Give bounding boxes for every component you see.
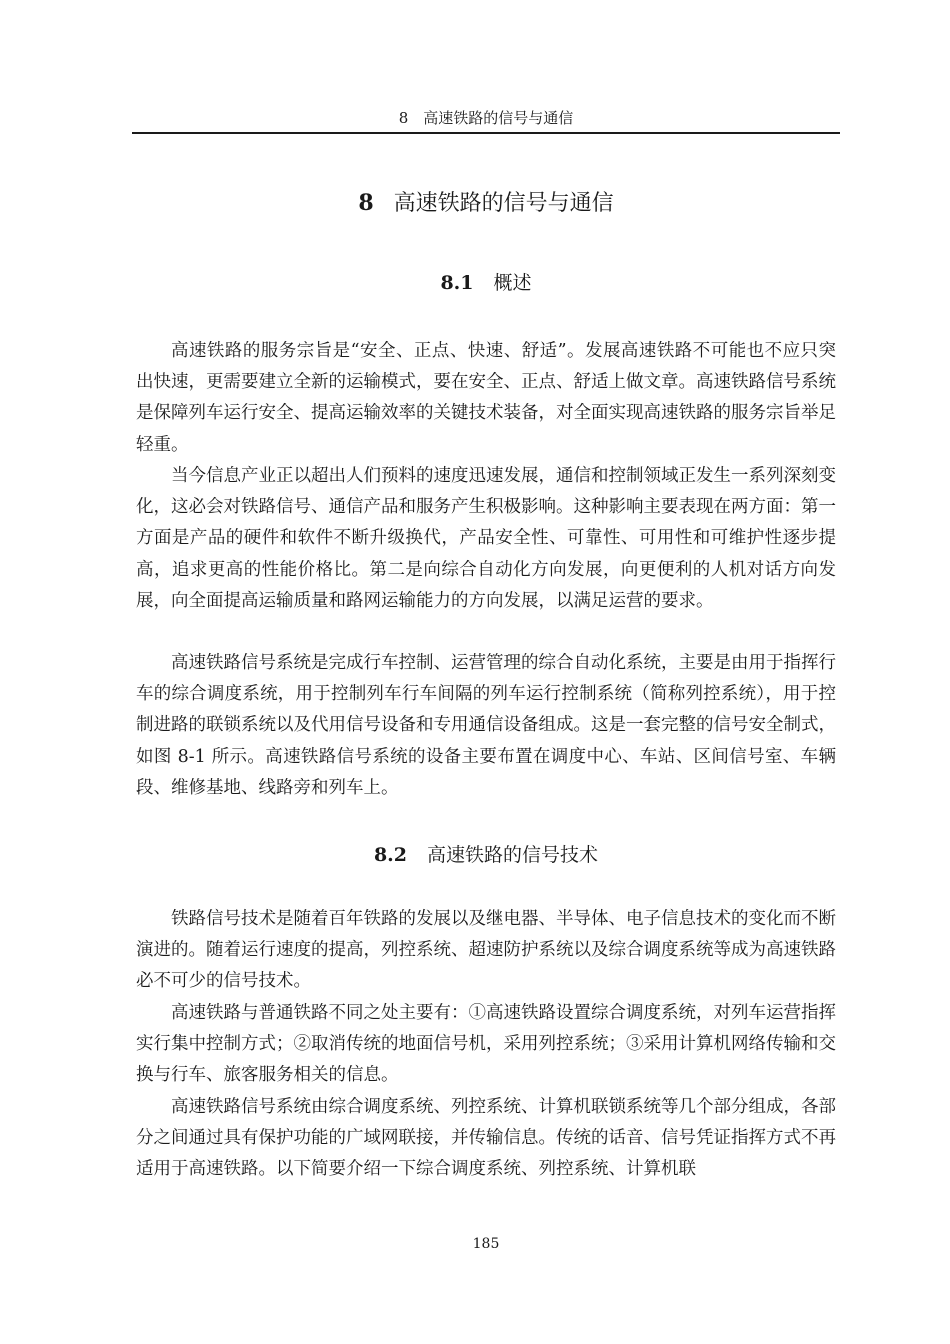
paragraph: 高速铁路与普通铁路不同之处主要有：①高速铁路设置综合调度系统，对列车运营指挥实行集中控制方式；②取消传统的地面信号机，采用列控系统；③采用计算机网络传输和交换与行车、旅客服务相关的信息。 bbox=[136, 1003, 836, 1086]
section-title-text: 概述 bbox=[493, 272, 532, 294]
section-number: 8.2 bbox=[373, 844, 408, 866]
paragraph: 高速铁路的服务宗旨是“安全、正点、快速、舒适”。发展高速铁路不可能也不应只突出快速，更需要建立全新的运输模式，要在安全、正点、舒适上做文章。高速铁路信号系统是保障列车运行安全、提高运输效率的关键技术装备，对全面实现高速铁路的服务宗旨举足轻重。 bbox=[136, 341, 836, 455]
chapter-number: 8 bbox=[358, 190, 374, 216]
paragraph: 高速铁路信号系统由综合调度系统、列控系统、计算机联锁系统等几个部分组成，各部分之间通过具有保护功能的广域网联接，并传输信息。传统的话音、信号凭证指挥方式不再适用于高速铁路。以下简要介绍一下综合调度系统、列控系统、计算机联 bbox=[136, 1097, 836, 1180]
running-header: 8 高速铁路的信号与通信 bbox=[398, 109, 574, 127]
section-title-8-2 bbox=[132, 840, 840, 870]
section-number: 8.1 bbox=[440, 272, 474, 294]
chapter-title-text: 高速铁路的信号与通信 bbox=[393, 191, 614, 216]
header-rule bbox=[132, 132, 840, 134]
chapter-title bbox=[132, 186, 840, 221]
page-number: 185 bbox=[472, 1236, 500, 1252]
paragraph: 高速铁路信号系统是完成行车控制、运营管理的综合自动化系统，主要是由用于指挥行车的综合调度系统，用于控制列车行车间隔的列车运行控制系统（简称列控系统），用于控制进路的联锁系统以及代用信号设备和专用通信设备组成。这是一套完整的信号安全制式，如图 8-1 所示。高速铁路信号系统的设备主要布置在调度中心、车站、区间信号室、车辆段、维修基地、线路旁和列车上。 bbox=[136, 653, 836, 798]
section-title-text: 高速铁路的信号技术 bbox=[427, 844, 599, 866]
paragraph: 当今信息产业正以超出人们预料的速度迅速发展，通信和控制领域正发生一系列深刻变化，这必会对铁路信号、通信产品和服务产生积极影响。这种影响主要表现在两方面：第一方面是产品的硬件和软件不断升级换代，产品安全性、可靠性、可用性和可维护性逐步提高，追求更高的性能价格比。第二是向综合自动化方向发展，向更便利的人机对话方向发展，向全面提高运输质量和路网运输能力的方向发展，以满足运营的要求。 bbox=[136, 466, 836, 611]
section-title-8-1 bbox=[132, 268, 840, 298]
paragraph: 铁路信号技术是随着百年铁路的发展以及继电器、半导体、电子信息技术的变化而不断演进的。随着运行速度的提高，列控系统、超速防护系统以及综合调度系统等成为高速铁路必不可少的信号技术。 bbox=[136, 909, 836, 992]
